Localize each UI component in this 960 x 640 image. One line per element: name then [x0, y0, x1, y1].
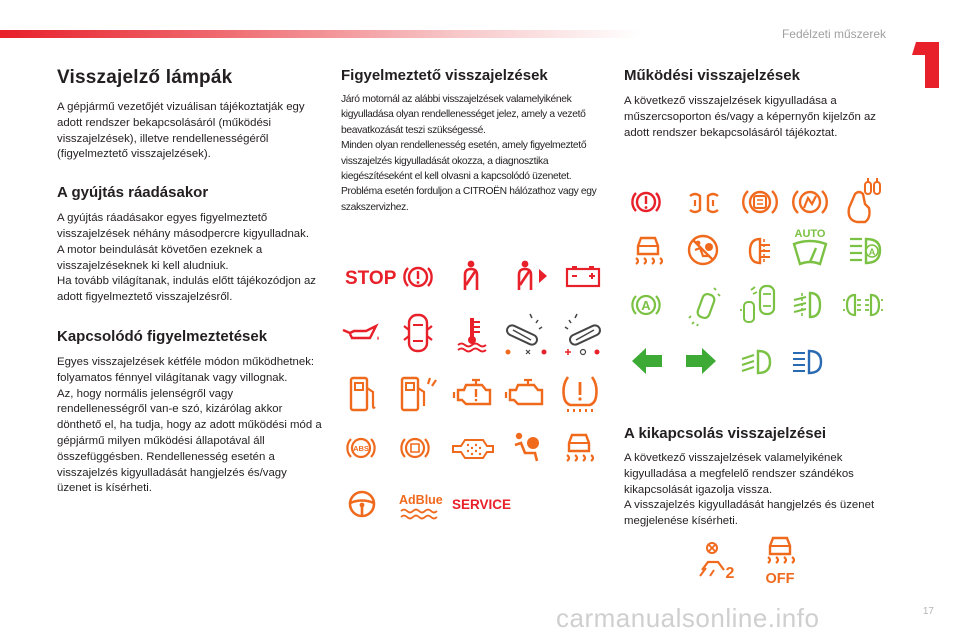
stop-icon: [344, 264, 397, 290]
blind-spot-icon: [738, 282, 780, 326]
deactivation-section: [624, 425, 894, 530]
column-right: [624, 60, 894, 141]
related-text-2: Az, hogy normális jelenségről vagy rendellenességről van-e szó, kizárólag akkor dönthető el, ha tudja, hogy az adott működési mód a gépjármű milyen működési állapotával áll összefüggésben. Rendellenesség esetén a visszajelzés kigyulladását hangjelzés és/vagy üzenet is kísérheti.: [57, 387, 322, 495]
tyre-pressure-icon: [560, 373, 600, 413]
foot-on-brake-icon: [740, 184, 780, 220]
svg-text:SERVICE: SERVICE: [452, 497, 512, 512]
svg-text:A: A: [641, 298, 651, 313]
deactivation-heading: A kikapcsolás visszajelzései: [624, 425, 827, 442]
particle-filter-icon: [451, 434, 495, 464]
chapter-number: [906, 40, 942, 90]
battery-icon: [565, 264, 601, 288]
traction-control-off-icon: [760, 532, 800, 587]
section-title: Fedélzeti műszerek: [781, 27, 886, 41]
traction-control-icon: [630, 232, 666, 268]
header-accent-bar: [0, 30, 640, 38]
brake-warning-icon: [402, 261, 434, 293]
electronic-brakeforce-icon: [399, 432, 431, 464]
abs-icon: [345, 432, 377, 464]
front-foglamps-icon: [790, 290, 826, 320]
warning-text-1: Járó motornál az alábbi visszajelzések valamelyikének kigyulladása olyan rendellenességet jelez, amely a vezető beavatkozását teszi szükségessé.: [341, 94, 586, 136]
svg-text:A: A: [868, 247, 876, 257]
svg-text:OFF: OFF: [765, 571, 795, 587]
function-heading: Működési visszajelzések: [624, 67, 800, 84]
sidelamps-icon: [841, 290, 885, 320]
svg-text:2: 2: [725, 565, 735, 582]
dsc-asr-icon: [561, 429, 597, 465]
parking-sensors-icon: [688, 286, 722, 326]
dipped-beam-icon: [738, 348, 772, 376]
passenger-airbag-off-icon: [685, 232, 721, 268]
page-number: 17: [922, 606, 934, 617]
function-text: A következő visszajelzések kigyulladása a műszercsoporton és/vagy a képernyőn kijelzőn az adott rendszer bekapcsolásáról tájékoztat.: [624, 95, 876, 139]
left-indicator-icon: [630, 346, 664, 376]
seatbelt-icon: [456, 259, 486, 293]
related-text-1: Egyes visszajelzések kétféle módon működhetnek: folyamatos fénnyel világítanak vagy villognak.: [57, 355, 315, 384]
parking-brake-icon: [630, 186, 662, 218]
svg-text:AUTO: AUTO: [794, 228, 826, 240]
power-steering-icon: [346, 488, 378, 520]
warning-text-3: Probléma esetén forduljon a CITROËN hálózathoz vagy egy szakszervizhez.: [341, 186, 597, 213]
auto-park-brake-icon: [790, 184, 830, 220]
ignition-text-1: A gyújtás ráadásakor egyes figyelmeztető visszajelzések néhány másodpercre kigyulladnak.: [57, 212, 309, 240]
main-beam-icon: [789, 348, 823, 376]
watermark: carmanualsonline.info: [556, 603, 820, 633]
coolant-temperature-icon: [456, 316, 488, 352]
rear-foglamp-icon: [740, 236, 772, 266]
service-icon: [451, 493, 512, 515]
deactivation-text-2: A visszajelzés kigyulladását hangjelzés és üzenet megjelenése kísérheti.: [624, 499, 875, 528]
stop-start-icon: [630, 289, 662, 321]
warning-heading: Figyelmeztető visszajelzések: [341, 67, 548, 84]
steering-lock-icon: [504, 312, 550, 358]
engine-fault-icon: [504, 378, 546, 410]
ignition-text-2: A motor beindulását követően ezeknek a visszajelzéseknek ki kell aludniuk.: [57, 243, 263, 272]
svg-text:AdBlue: AdBlue: [399, 493, 443, 507]
column-left: [57, 60, 322, 497]
fuel-circuit-fault-icon: [398, 374, 440, 414]
airbag-icon: [509, 431, 541, 465]
svg-text:STOP: STOP: [345, 268, 397, 289]
ignition-text-3: Ha tovább világítanak, indulás előtt tájékozódjon az adott figyelmeztető visszajelzésről.: [57, 275, 316, 304]
related-heading: Kapcsolódó figyelmeztetések: [57, 327, 268, 345]
glow-plugs-icon: [686, 190, 722, 216]
seatbelt-passenger-icon: [510, 259, 552, 293]
engine-self-diagnosis-icon: [452, 378, 494, 410]
page-title: Visszajelző lámpák: [57, 67, 233, 88]
adblue-icon: [397, 490, 441, 520]
fuel-low-icon: [347, 374, 379, 414]
steering-fault-icon: [557, 312, 603, 358]
intro-text: A gépjármű vezetőjét vizuálisan tájékoztatják egy adott rendszer bekapcsolásáról (működési visszajelzések), illetve rendellenességéről (figyelmeztető visszajelzések).: [57, 101, 305, 161]
lane-departure-off-icon: [698, 540, 740, 582]
deactivation-text-1: A következő visszajelzések valamelyikének kigyulladása a megfelelő rendszer szándékos kikapcsolását igazolja vissza.: [624, 452, 854, 496]
svg-text:ABS: ABS: [353, 444, 369, 453]
door-open-icon: [402, 312, 434, 354]
auto-main-beam-icon: [848, 236, 884, 266]
svg-text:1: 1: [928, 70, 929, 71]
auto-wipe-icon: [790, 226, 830, 270]
right-indicator-icon: [684, 346, 718, 376]
warning-text-2: Minden olyan rendellenesség esetén, amely figyelmeztető visszajelzés kigyulladását okozza, a diagnosztika kiegészítéseként el kell olvasni a kapcsolódó üzenetet.: [341, 140, 587, 183]
ignition-heading: A gyújtás ráadásakor: [57, 184, 209, 202]
foot-on-clutch-icon: [843, 178, 883, 226]
column-middle: [341, 60, 606, 215]
oil-pressure-icon: [340, 322, 382, 346]
